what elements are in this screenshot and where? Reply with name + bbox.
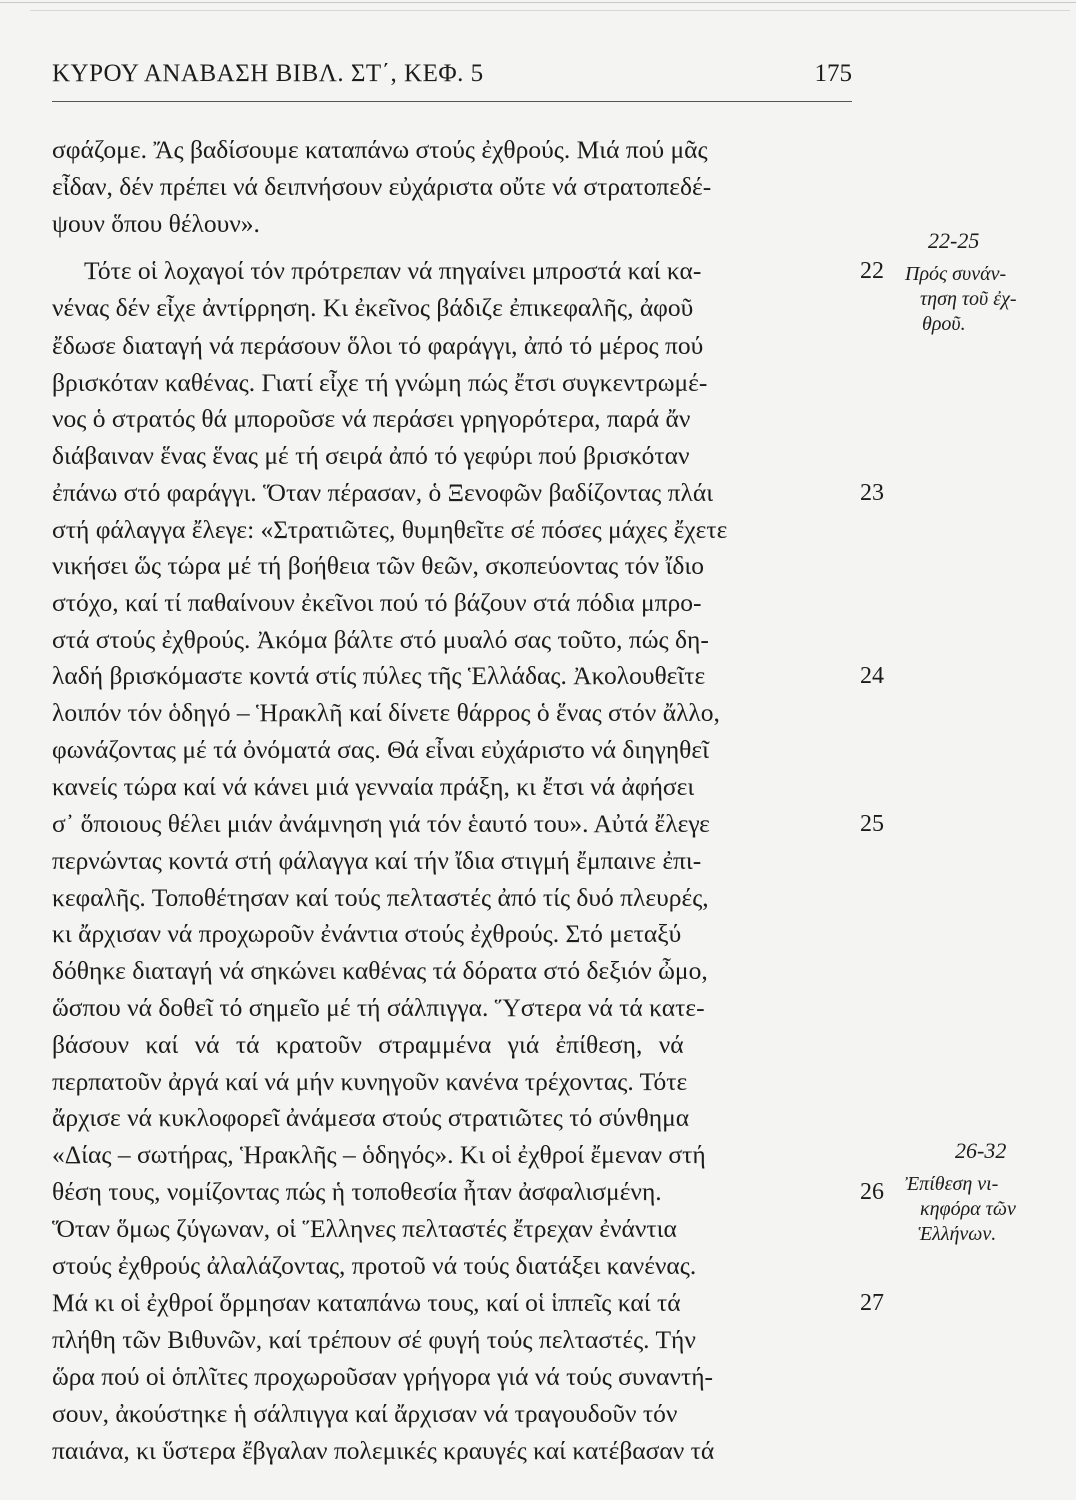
text-line: βρισκόταν καθένας. Γιατί εἶχε τή γνώμη πώς ἔτσι συγκεντρωμέ- — [52, 368, 708, 397]
text-line: κεφαλῆς. Τοποθέτησαν καί τούς πελταστές ἀπό τίς δυό πλευρές, — [52, 883, 709, 912]
header-rule — [52, 101, 852, 102]
margin-note-line: τηση τοῦ ἐχ- — [920, 288, 1017, 310]
text-line: στόχο, καί τί παθαίνουν ἐκεῖνοι πού τό βάζουν στά πόδια μπρο- — [52, 588, 702, 617]
text-line: νικήσει ὥς τώρα μέ τή βοήθεια τῶν θεῶν, σκοπεύοντας τόν ἴδιο — [52, 551, 704, 580]
running-header — [52, 60, 852, 94]
text-line: διάβαιναν ἕνας ἕνας μέ τή σειρά ἀπό τό γεφύρι πού βρισκόταν — [52, 441, 690, 470]
verse-number: 24 — [860, 663, 884, 689]
text-line: κι ἄρχισαν νά προχωροῦν ἐνάντια στούς ἐχθρούς. Στό μεταξύ — [52, 919, 682, 948]
margin-note-line: Ἐπίθεση νι- — [905, 1173, 999, 1195]
scan-edge-line — [0, 2, 1076, 3]
text-line: ἄρχισε νά κυκλοφορεῖ ἀνάμεσα στούς στρατιῶτες τό σύνθημα — [52, 1103, 690, 1132]
running-title: ΚΥΡΟΥ ΑΝΑΒΑΣΗ ΒΙΒΛ. ΣΤ΄, ΚΕΦ. 5 — [52, 60, 484, 87]
text-line: κανείς τώρα καί νά κάνει μιά γενναία πράξη, κι ἔτσι νά ἀφήσει — [52, 772, 695, 801]
text-line: Μά κι οἱ ἐχθροί ὅρμησαν καταπάνω τους, καί οἱ ἱππεῖς καί τά — [52, 1288, 681, 1317]
text-line: νος ὁ στρατός θά μποροῦσε νά περάσει γρηγορότερα, παρά ἄν — [52, 404, 691, 433]
text-line: Τότε οἱ λοχαγοί τόν πρότρεπαν νά πηγαίνει μπροστά καί κα- — [84, 256, 702, 285]
text-line: λαδή βρισκόμαστε κοντά στίς πύλες τῆς Ἑλλάδας. Ἀκολουθεῖτε — [52, 661, 706, 690]
text-line: εἶδαν, δέν πρέπει νά δειπνήσουν εὐχάριστα οὔτε νά στρατοπεδέ- — [52, 172, 712, 201]
margin-note-line: θροῦ. — [922, 313, 966, 335]
text-line: σφάζομε. Ἄς βαδίσουμε καταπάνω στούς ἐχθρούς. Μιά πού μᾶς — [52, 135, 708, 164]
text-line: στή φάλαγγα ἔλεγε: «Στρατιῶτες, θυμηθεῖτε σέ πόσες μάχες ἔχετε — [52, 515, 728, 544]
text-line: ὥσπου νά δοθεῖ τό σημεῖο μέ τή σάλπιγγα. Ὕστερα νά τά κατε- — [52, 993, 705, 1022]
text-line: στούς ἐχθρούς ἀλαλάζοντας, προτοῦ νά τούς διατάξει κανένας. — [52, 1251, 697, 1280]
text-line: ψουν ὅπου θέλουν». — [52, 209, 260, 238]
text-line: παιάνα, κι ὕστερα ἔβγαλαν πολεμικές κραυγές καί κατέβασαν τά — [52, 1436, 715, 1465]
verse-number: 26 — [860, 1179, 884, 1205]
text-line: θέση τους, νομίζοντας πώς ἡ τοποθεσία ἦταν ἀσφαλισμένη. — [52, 1177, 662, 1206]
text-line: σ᾽ ὅποιους θέλει μιάν ἀνάμνηση γιά τόν ἑαυτό του». Αὐτά ἔλεγε — [52, 809, 710, 838]
verse-number: 25 — [860, 811, 884, 837]
text-line: βάσουν καί νά τά κρατοῦν στραμμένα γιά ἐπίθεση, νά — [52, 1030, 684, 1059]
text-line: δόθηκε διαταγή νά σηκώνει καθένας τά δόρατα στό δεξιόν ὦμο, — [52, 956, 708, 985]
text-line: ὥρα πού οἱ ὁπλῖτες προχωροῦσαν γρήγορα γιά νά τούς συναντή- — [52, 1362, 714, 1391]
verse-number: 23 — [860, 480, 884, 506]
text-line: πλήθη τῶν Βιθυνῶν, καί τρέπουν σέ φυγή τούς πελταστές. Τήν — [52, 1325, 696, 1354]
verse-number: 27 — [860, 1290, 884, 1316]
text-line: φωνάζοντας μέ τά ὀνόματά σας. Θά εἶναι εὐχάριστο νά διηγηθεῖ — [52, 735, 709, 764]
text-line: Ὅταν ὅμως ζύγωναν, οἱ Ἕλληνες πελταστές ἔτρεχαν ἐνάντια — [52, 1214, 677, 1243]
scan-edge-line — [30, 10, 1070, 11]
margin-range: 22-25 — [928, 228, 980, 253]
text-line: νένας δέν εἶχε ἀντίρρηση. Κι ἐκεῖνος βάδιζε ἐπικεφαλῆς, ἀφοῦ — [52, 293, 694, 322]
page-number: 175 — [814, 60, 852, 87]
text-line: ἔδωσε διαταγή νά περάσουν ὅλοι τό φαράγγι, ἀπό τό μέρος πού — [52, 331, 704, 360]
text-line: περπατοῦν ἀργά καί νά μήν κυνηγοῦν κανένα τρέχοντας. Τότε — [52, 1067, 688, 1096]
margin-range: 26-32 — [955, 1138, 1007, 1163]
margin-note-line: Ἑλλήνων. — [918, 1223, 997, 1245]
margin-note-line: Πρός συνάν- — [905, 263, 1007, 285]
text-line: ἐπάνω στό φαράγγι. Ὅταν πέρασαν, ὁ Ξενοφῶν βαδίζοντας πλάι — [52, 478, 714, 507]
text-line: λοιπόν τόν ὁδηγό – Ἡρακλῆ καί δίνετε θάρρος ὁ ἕνας στόν ἄλλο, — [52, 698, 720, 727]
text-line: στά στούς ἐχθρούς. Ἀκόμα βάλτε στό μυαλό σας τοῦτο, πώς δη- — [52, 625, 709, 654]
text-line: «Δίας – σωτήρας, Ἡρακλῆς – ὁδηγός». Κι οἱ ἐχθροί ἔμεναν στή — [52, 1140, 706, 1169]
verse-number: 22 — [860, 258, 884, 284]
margin-note-line: κηφόρα τῶν — [920, 1198, 1016, 1220]
text-line: σουν, ἀκούστηκε ἡ σάλπιγγα καί ἄρχισαν νά τραγουδοῦν τόν — [52, 1399, 678, 1428]
text-line: περνώντας κοντά στή φάλαγγα καί τήν ἴδια στιγμή ἔμπαινε ἐπι- — [52, 846, 702, 875]
